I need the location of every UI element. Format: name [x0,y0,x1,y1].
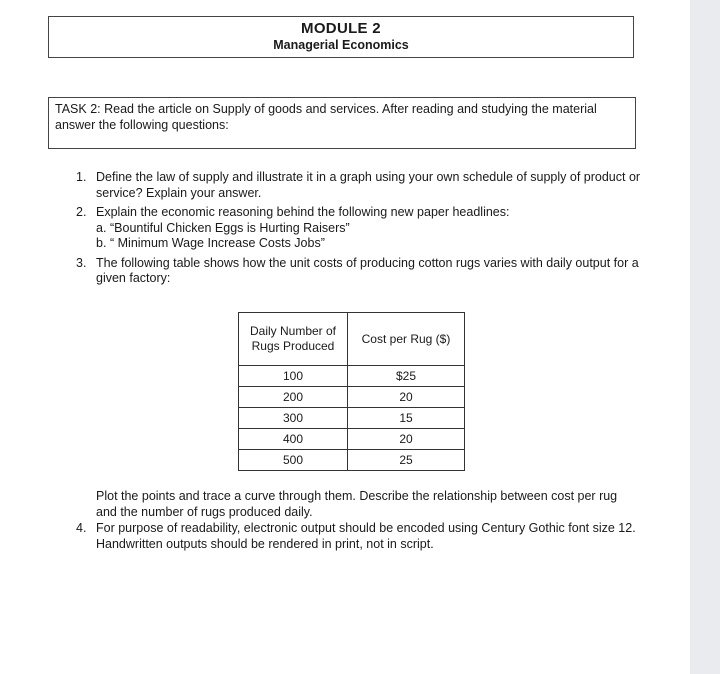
subitem-letter: a. [96,220,107,235]
question-text: For purpose of readability, electronic output should be encoded using Century Gothic font size 12. Handwritten outputs should be rendered in print, not in script. [96,521,636,551]
table-cell: 500 [239,450,348,471]
module-subtitle: Managerial Economics [273,38,409,52]
table-cell: 25 [348,450,465,471]
table-cell: 400 [239,429,348,450]
module-title: MODULE 2 [301,20,381,37]
column-header-daily-number: Daily Number of Rugs Produced [239,313,348,366]
module-header-box [48,16,634,58]
scroll-gutter [690,0,720,674]
table-cell: 15 [348,408,465,429]
subitem-letter: b. [96,236,107,250]
headline-a [96,221,646,237]
question-number: 2. [76,205,87,219]
subitem-text: “ Minimum Wage Increase Costs Jobs” [110,236,325,250]
table-cell: 20 [348,387,465,408]
table-row [239,450,465,471]
question-number: 1. [76,170,87,184]
table-row [239,408,465,429]
question-number: 4. [76,521,87,535]
question-number: 3. [76,255,87,270]
question-text: Define the law of supply and illustrate it in a graph using your own schedule of supply of product or service? Explain your answer. [96,170,641,200]
question-4 [76,521,646,552]
table-row [239,366,465,387]
subitem-text: “Bountiful Chicken Eggs is Hurting Raisers” [110,220,350,235]
task-text: TASK 2: Read the article on Supply of goods and services. After reading and studying the material answer the following questions: [55,102,597,132]
table-header-row [239,313,465,366]
table-cell: 300 [239,408,348,429]
question-text: The following table shows how the unit costs of producing cotton rugs varies with daily output for a given factory: [96,255,639,285]
plot-instruction: Plot the points and trace a curve through them. Describe the relationship between cost per rug and the number of rugs produced daily. [96,489,618,519]
headline-b [96,236,646,252]
question-3 [76,256,646,287]
table-row [239,387,465,408]
table-cell: 100 [239,366,348,387]
table-row [239,429,465,450]
table-cell: 20 [348,429,465,450]
question-1 [76,170,646,201]
question-text: Explain the economic reasoning behind the following new paper headlines: [96,205,510,219]
question-list [76,170,646,291]
column-header-cost: Cost per Rug ($) [348,313,465,366]
rug-cost-table [238,312,465,471]
question-2 [76,205,646,252]
table-cell: 200 [239,387,348,408]
task-box [48,97,636,149]
table-cell: $25 [348,366,465,387]
